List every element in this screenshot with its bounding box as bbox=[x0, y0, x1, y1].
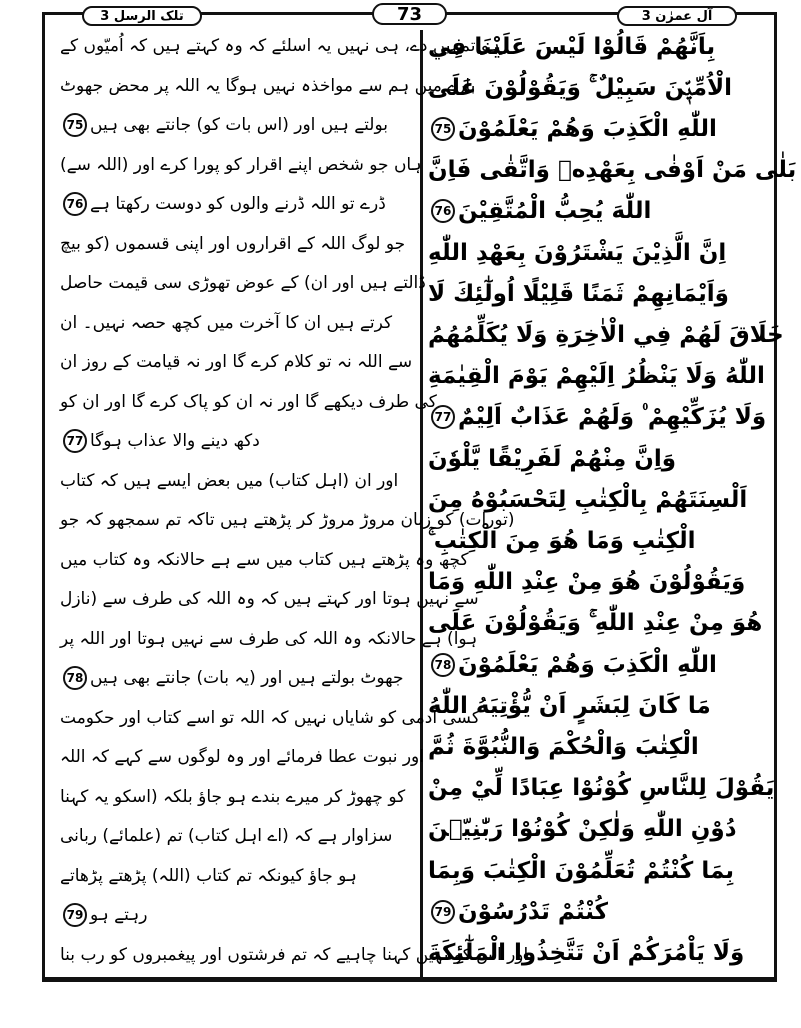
bottom-rule bbox=[42, 980, 777, 982]
urdu-line bbox=[60, 421, 410, 461]
arabic-line-text: اللّٰهِ الْكَذِبَ وَهُمْ يَعْلَمُوْنَ bbox=[458, 651, 717, 678]
urdu-line bbox=[60, 224, 410, 264]
arabic-line-text: اللّٰهُ وَلَا يَنْظُرُ اِلَيْهِمْ يَوْمَ الْقِيٰمَةِ bbox=[428, 363, 765, 390]
urdu-line bbox=[60, 619, 478, 659]
arabic-line-text: اِنَّ الَّذِيْنَ يَشْتَرُوْنَ بِعَهْدِ اللّٰهِ bbox=[428, 239, 727, 266]
arabic-line-text: مَا كَانَ لِبَشَرٍ اَنْ يُّؤْتِيَهُ اللّٰهُ bbox=[428, 692, 711, 719]
arabic-line-text: الْكِتٰبِ وَمَا هُوَ مِنَ الْكِتٰبِ ۚ bbox=[428, 527, 696, 554]
urdu-line-text: رہو تمہیں دے، ہی نہیں یہ اسلئے کہ وہ کہتے ہیں کہ اُمیّوں کے bbox=[60, 36, 508, 57]
ayah-number-marker: 79 bbox=[63, 903, 87, 927]
arabic-line bbox=[428, 191, 773, 232]
urdu-line bbox=[60, 579, 479, 619]
arabic-line bbox=[428, 562, 773, 603]
urdu-line-text: کو چھوڑ کر میرے بندے ہو جاؤ بلکہ (اسکو یہ کہنا bbox=[60, 786, 406, 807]
urdu-line-text: ڈرے تو اللہ ڈرنے والوں کو دوست رکھتا ہے bbox=[90, 194, 386, 215]
arabic-line-text: الْكِتٰبَ وَالْحُكْمَ وَالنُّبُوَّةَ ثُمَّ bbox=[428, 733, 699, 760]
arabic-line bbox=[428, 232, 773, 273]
urdu-line-text: کسی آدمی کو شایاں نہیں کہ اللہ تو اسے کتاب اور حکومت bbox=[60, 707, 480, 728]
ayah-number-marker: 75 bbox=[431, 117, 455, 141]
urdu-line-text: اور نبوت عطا فرمائے اور وہ لوگوں سے کہے کہ اللہ bbox=[60, 747, 424, 768]
arabic-line-text: وَاِنَّ مِنْهُمْ لَفَرِيْقًا يَّلْوٗنَ bbox=[428, 445, 677, 472]
arabic-line-text: اللّٰهَ يُحِبُّ الْمُتَّقِيْنَ bbox=[458, 198, 652, 225]
arabic-line-text: دُوْنِ اللّٰهِ وَلٰكِنْ كُوْنُوْا رَبّٰنِيّٖنَ bbox=[428, 816, 737, 843]
urdu-line bbox=[60, 777, 410, 817]
urdu-line bbox=[60, 105, 410, 145]
arabic-line bbox=[428, 685, 773, 726]
urdu-line-text: کرتے ہیں ان کا آخرت میں کچھ حصہ نہیں۔ ان bbox=[60, 312, 393, 333]
urdu-line bbox=[60, 303, 410, 343]
urdu-line-text: ہاں جو شخص اپنے اقرار کو پورا کرے اور (اللہ سے) bbox=[60, 154, 422, 175]
urdu-line-text: اور ان (اہل کتاب) میں بعض ایسے ہیں کہ کتاب bbox=[60, 470, 399, 491]
arabic-line bbox=[428, 891, 773, 932]
urdu-line bbox=[60, 184, 410, 224]
urdu-line bbox=[60, 856, 410, 896]
arabic-line-text: بَلٰى مَنْ اَوْفٰى بِعَهْدِهٖ وَاتَّقٰى فَاِنَّ bbox=[428, 157, 797, 184]
urdu-line bbox=[60, 658, 410, 698]
urdu-line bbox=[60, 342, 413, 382]
ayah-number-marker: 76 bbox=[63, 192, 87, 216]
urdu-line-text: (تورات) کو زبان مروڑ مروڑ کر پڑھتے ہیں تاکہ تم سمجھو کہ جو bbox=[60, 510, 515, 531]
urdu-line-text: سے نہیں ہوتا اور کہتے ہیں کہ وہ اللہ کی طرف سے (نازل bbox=[60, 589, 479, 610]
ayah-number-marker: 78 bbox=[431, 653, 455, 677]
arabic-line-text: اَلْسِنَتَهُمْ بِالْكِتٰبِ لِتَحْسَبُوْهُ مِنَ bbox=[428, 486, 748, 513]
arabic-line bbox=[428, 356, 773, 397]
urdu-line-text: رہتے ہو bbox=[90, 905, 148, 926]
arabic-line-text: بِاَنَّهُمْ قَالُوْا لَيْسَ عَلَيْنَا فِي bbox=[428, 33, 716, 60]
urdu-line bbox=[60, 737, 424, 777]
urdu-line-text: جھوٹ بولتے ہیں اور (یہ بات) جانتے بھی ہیں bbox=[90, 668, 404, 689]
urdu-line-text: دکھ دینے والا عذاب ہوگا bbox=[90, 431, 260, 452]
urdu-line bbox=[60, 66, 476, 106]
urdu-line-text: کی طرف دیکھے گا اور نہ ان کو پاک کرے گا اور ان کو bbox=[60, 391, 437, 412]
ayah-number-marker: 77 bbox=[63, 429, 87, 453]
arabic-line bbox=[428, 397, 773, 438]
arabic-line bbox=[428, 850, 773, 891]
arabic-line-text: كُنْتُمْ تَدْرُسُوْنَ bbox=[458, 898, 609, 925]
arabic-line bbox=[428, 932, 773, 973]
arabic-line-text: خَلَاقَ لَهُمْ فِي الْاٰخِرَةِ وَلَا يُكَلِّمُهُمُ bbox=[428, 321, 784, 348]
urdu-line bbox=[60, 145, 422, 185]
urdu-line-text: بولتے ہیں اور (اس بات کو) جانتے بھی ہیں bbox=[90, 115, 388, 136]
urdu-line-text: سے اللہ نہ تو کلام کرے گا اور نہ قیامت کے روز ان bbox=[60, 352, 413, 373]
ayah-number-marker: 76 bbox=[431, 199, 455, 223]
arabic-line bbox=[428, 644, 773, 685]
arabic-line-text: وَاَيْمَانِهِمْ ثَمَنًا قَلِيْلًا اُولٰٓئِكَ لَا bbox=[428, 280, 729, 307]
urdu-line bbox=[60, 935, 529, 975]
urdu-line bbox=[60, 26, 508, 66]
ayah-number-marker: 77 bbox=[431, 405, 455, 429]
surah-title: آل عمرٰن 3 bbox=[617, 6, 737, 26]
urdu-line-text: ڈالتے ہیں اور ان) کے عوض تھوڑی سی قیمت حاصل bbox=[60, 273, 426, 294]
arabic-line bbox=[428, 603, 773, 644]
arabic-line-text: وَيَقُوْلُوْنَ هُوَ مِنْ عِنْدِ اللّٰهِ وَمَا bbox=[428, 569, 746, 596]
ayah-number-marker: 75 bbox=[63, 113, 87, 137]
urdu-line bbox=[60, 382, 437, 422]
arabic-line-text: هُوَ مِنْ عِنْدِ اللّٰهِ ۚ وَيَقُوْلُوْنَ عَلَى bbox=[428, 610, 763, 637]
urdu-line-text: جو لوگ اللہ کے اقراروں اور اپنی قسموں (کو بیچ bbox=[60, 233, 406, 254]
arabic-line bbox=[428, 314, 784, 355]
urdu-line-text: اور اس کو نہیں کہنا چاہیے کہ تم فرشتوں اور پیغمبروں کو رب بنا bbox=[60, 944, 529, 965]
ayah-number-marker: 79 bbox=[431, 900, 455, 924]
urdu-line-text: کچھ وہ پڑھتے ہیں کتاب میں سے ہے حالانکہ وہ کتاب میں bbox=[60, 549, 469, 570]
urdu-line bbox=[60, 895, 410, 935]
arabic-line bbox=[428, 26, 773, 67]
arabic-line bbox=[428, 809, 773, 850]
urdu-line bbox=[60, 698, 480, 738]
arabic-line-text: وَلَا يَاْمُرَكُمْ اَنْ تَتَّخِذُوا الْمَلٰٓئِكَةَ bbox=[428, 939, 745, 966]
arabic-line bbox=[428, 273, 773, 314]
arabic-line bbox=[428, 67, 773, 108]
page-number: 73 bbox=[372, 3, 447, 25]
urdu-line bbox=[60, 816, 410, 856]
arabic-line bbox=[428, 520, 773, 561]
urdu-line-text: ہو جاؤ کیونکہ تم کتاب (اللہ) پڑھتے پڑھاتے bbox=[60, 865, 357, 886]
urdu-line-text: سزاوار ہے کہ (اے اہل کتاب) تم (علمائے) ربانی bbox=[60, 826, 393, 847]
urdu-line bbox=[60, 461, 410, 501]
arabic-line bbox=[428, 438, 773, 479]
urdu-line bbox=[60, 500, 515, 540]
arabic-line-text: يَقُوْلَ لِلنَّاسِ كُوْنُوْا عِبَادًا لِّيْ مِنْ bbox=[428, 775, 775, 802]
arabic-line bbox=[428, 479, 773, 520]
arabic-line bbox=[428, 108, 773, 149]
juz-title: تلک الرسل 3 bbox=[82, 6, 202, 26]
urdu-line-text: ہوا) ہے حالانکہ وہ اللہ کی طرف سے نہیں ہوتا اور اللہ پر bbox=[60, 628, 478, 649]
ayah-number-marker: 78 bbox=[63, 666, 87, 690]
page-header bbox=[42, 3, 777, 28]
urdu-line-text: بارے میں ہم سے مواخذہ نہیں ہوگا یہ اللہ پر محض جھوٹ bbox=[60, 75, 476, 96]
arabic-line bbox=[428, 768, 773, 809]
arabic-line-text: اللّٰهِ الْكَذِبَ وَهُمْ يَعْلَمُوْنَ bbox=[458, 115, 717, 142]
arabic-line-text: الْاُمِّيّٖنَ سَبِيْلٌ ۚ وَيَقُوْلُوْنَ عَلَى bbox=[428, 74, 732, 101]
urdu-line bbox=[60, 540, 469, 580]
arabic-line-text: وَلَا يُزَكِّيْهِمْ ۠ وَلَهُمْ عَذَابٌ اَلِيْمٌ bbox=[458, 404, 767, 431]
arabic-line bbox=[428, 150, 797, 191]
arabic-line bbox=[428, 726, 773, 767]
urdu-line bbox=[60, 263, 426, 303]
arabic-line-text: بِمَا كُنْتُمْ تُعَلِّمُوْنَ الْكِتٰبَ وَبِمَا bbox=[428, 857, 735, 884]
